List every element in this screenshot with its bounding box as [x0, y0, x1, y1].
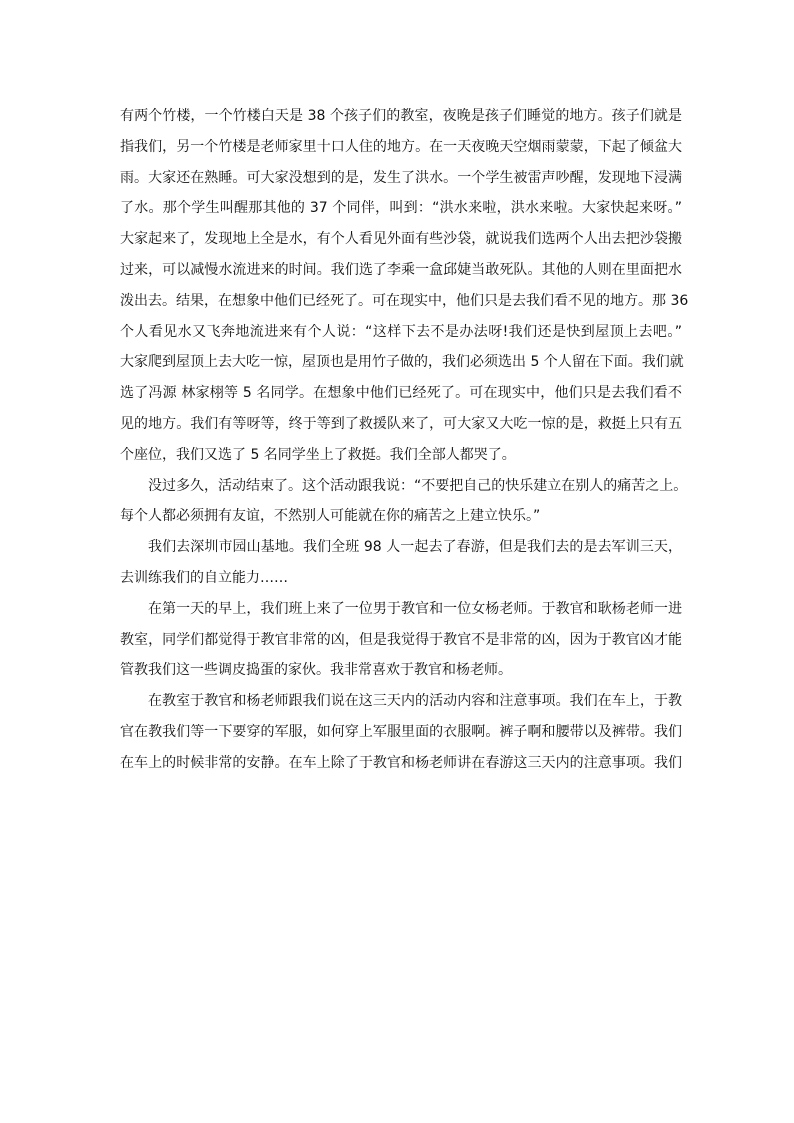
paragraph-4	[120, 594, 682, 686]
body-text	[120, 101, 689, 779]
paragraph-1	[120, 101, 689, 471]
text-line: 每个人都必须拥有友谊，不然别人可能就在你的痛苦之上建立快乐。”	[120, 508, 541, 525]
text-line: 有两个竹楼，一个竹楼白天是 38 个孩子们的教室，夜晚是孩子们睡觉的地方。孩子们就是	[120, 108, 682, 124]
text-line: 教室，同学们都觉得于教官非常的凶，但是我觉得于教官不是非常的凶，因为于教官凶才能	[120, 631, 682, 648]
text-line: 管教我们这一些调皮捣蛋的家伙。我非常喜欢于教官和杨老师。	[120, 662, 512, 679]
text-line: 在第一天的早上，我们班上来了一位男于教官和一位女杨老师。于教官和耿杨老师一进	[148, 600, 682, 617]
text-line: 雨。大家还在熟睡。可大家没想到的是，发生了洪水。一个学生被雷声吵醒，发现地下浸满	[120, 169, 682, 186]
text-line: 没过多久，活动结束了。这个活动跟我说：“不要把自己的快乐建立在别人的痛苦之上。	[148, 477, 688, 494]
text-line: 见的地方。我们有等呀等，终于等到了救援队来了，可大家又大吃一惊的是，救挺上只有五	[120, 415, 682, 432]
paragraph-2	[120, 471, 688, 533]
text-line: 选了冯源 林家栩等 5 名同学。在想象中他们已经死了。可在现实中，他们只是去我们看不	[120, 385, 682, 402]
text-line: 指我们，另一个竹楼是老师家里十口人住的地方。在一天夜晚天空烟雨蒙蒙，下起了倾盆大	[120, 138, 682, 155]
text-line: 了水。那个学生叫醒那其他的 37 个同伴，叫到：“洪水来啦，洪水来啦。大家快起来呀。”	[120, 200, 682, 217]
text-line: 泼出去。结果，在想象中他们已经死了。可在现实中，他们只是去我们看不见的地方。那 36	[120, 292, 689, 309]
text-line: 在教室于教官和杨老师跟我们说在这三天内的活动内容和注意事项。我们在车上，于教	[148, 693, 682, 710]
text-line: 我们去深圳市园山基地。我们全班 98 人一起去了春游，但是我们去的是去军训三天，	[148, 539, 682, 556]
paragraph-3	[120, 532, 682, 594]
text-line: 个座位，我们又选了 5 名同学坐上了救挺。我们全部人都哭了。	[120, 446, 516, 463]
text-line: 在车上的时候非常的安静。在车上除了于教官和杨老师讲在春游这三天内的注意事项。我们	[120, 754, 682, 771]
text-line: 官在教我们等一下要穿的军服，如何穿上军服里面的衣服啊。裤子啊和腰带以及裤带。我们	[120, 723, 682, 740]
text-line: 个人看见水又飞奔地流进来有个人说：“这样下去不是办法呀!我们还是快到屋顶上去吧。”	[120, 323, 682, 340]
paragraph-5	[120, 686, 682, 778]
text-line: 过来，可以减慢水流进来的时间。我们选了李乘一盒邱婕当敢死队。其他的人则在里面把水	[120, 261, 682, 278]
text-line: 大家爬到屋顶上去大吃一惊，屋顶也是用竹子做的，我们必须选出 5 个人留在下面。我们就	[120, 354, 684, 371]
text-line: 大家起来了，发现地上全是水，有个人看见外面有些沙袋，就说我们选两个人出去把沙袋搬	[120, 231, 682, 248]
text-line: 去训练我们的自立能力……	[120, 569, 288, 586]
